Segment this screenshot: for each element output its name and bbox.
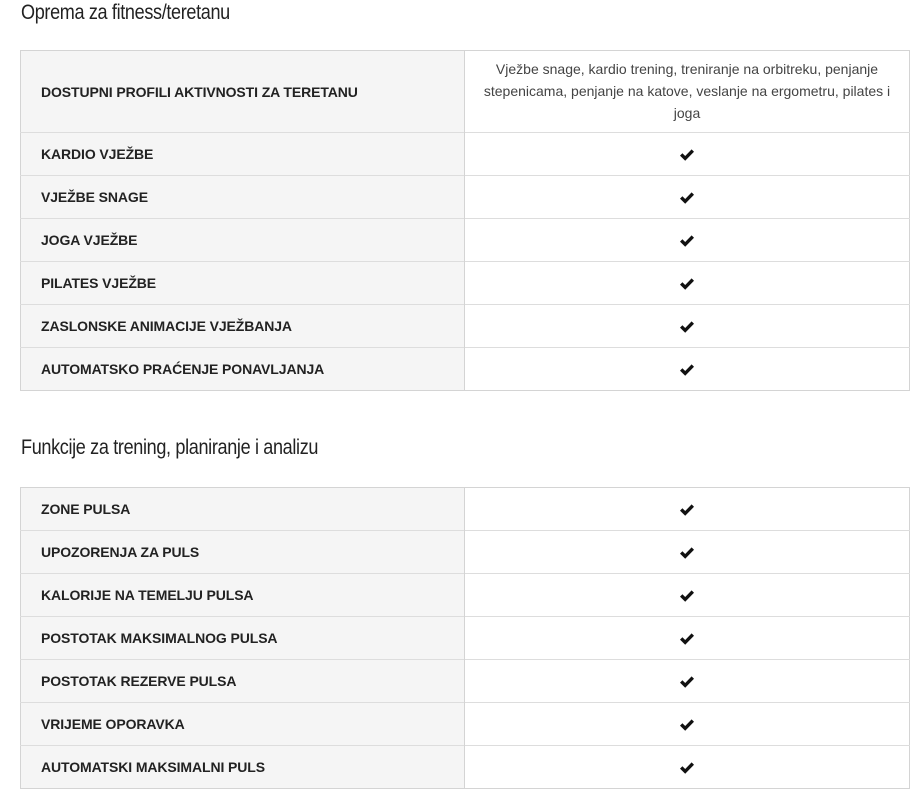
row-value	[465, 703, 910, 746]
row-value	[465, 348, 910, 391]
row-label: AUTOMATSKI MAKSIMALNI PULS	[21, 746, 465, 789]
section-title-fitness-equipment: Oprema za fitness/teretanu	[21, 1, 230, 24]
row-value	[465, 219, 910, 262]
table-row	[21, 262, 910, 305]
checkmark-icon	[679, 363, 695, 377]
row-value	[465, 51, 910, 133]
table-row	[21, 348, 910, 391]
table-row	[21, 176, 910, 219]
row-label: PILATES VJEŽBE	[21, 262, 465, 305]
table-row	[21, 703, 910, 746]
row-label: VRIJEME OPORAVKA	[21, 703, 465, 746]
row-label: JOGA VJEŽBE	[21, 219, 465, 262]
checkmark-icon	[679, 277, 695, 291]
section-title-training-functions: Funkcije za trening, planiranje i analizu	[21, 436, 319, 459]
spec-table-fitness-equipment	[20, 50, 910, 391]
table-row	[21, 488, 910, 531]
table-row	[21, 574, 910, 617]
row-value	[465, 660, 910, 703]
table-row	[21, 51, 910, 133]
row-value	[465, 574, 910, 617]
row-value	[465, 133, 910, 176]
row-label: VJEŽBE SNAGE	[21, 176, 465, 219]
row-value	[465, 746, 910, 789]
checkmark-icon	[679, 546, 695, 560]
checkmark-icon	[679, 503, 695, 517]
table-row	[21, 746, 910, 789]
row-label: ZONE PULSA	[21, 488, 465, 531]
table-row	[21, 617, 910, 660]
table-row	[21, 531, 910, 574]
table-row	[21, 133, 910, 176]
row-label: POSTOTAK MAKSIMALNOG PULSA	[21, 617, 465, 660]
row-label: UPOZORENJA ZA PULS	[21, 531, 465, 574]
row-value	[465, 488, 910, 531]
row-label: KALORIJE NA TEMELJU PULSA	[21, 574, 465, 617]
row-label: KARDIO VJEŽBE	[21, 133, 465, 176]
row-value	[465, 305, 910, 348]
checkmark-icon	[679, 234, 695, 248]
table-row	[21, 305, 910, 348]
checkmark-icon	[679, 148, 695, 162]
checkmark-icon	[679, 589, 695, 603]
row-value	[465, 176, 910, 219]
table-row	[21, 219, 910, 262]
row-label: POSTOTAK REZERVE PULSA	[21, 660, 465, 703]
spec-table-training-functions	[20, 487, 910, 789]
checkmark-icon	[679, 632, 695, 646]
checkmark-icon	[679, 320, 695, 334]
row-value	[465, 617, 910, 660]
table-row	[21, 660, 910, 703]
activity-profiles-text: Vježbe snage, kardio trening, treniranje na orbitreku, penjanje stepenicama, penjanje na katove, veslanje na ergometru, pilates i joga	[483, 60, 891, 121]
row-label: DOSTUPNI PROFILI AKTIVNOSTI ZA TERETANU	[21, 51, 465, 133]
row-label: ZASLONSKE ANIMACIJE VJEŽBANJA	[21, 305, 465, 348]
row-label: AUTOMATSKO PRAĆENJE PONAVLJANJA	[21, 348, 465, 391]
row-value	[465, 531, 910, 574]
checkmark-icon	[679, 761, 695, 775]
checkmark-icon	[679, 675, 695, 689]
row-value	[465, 262, 910, 305]
checkmark-icon	[679, 191, 695, 205]
checkmark-icon	[679, 718, 695, 732]
